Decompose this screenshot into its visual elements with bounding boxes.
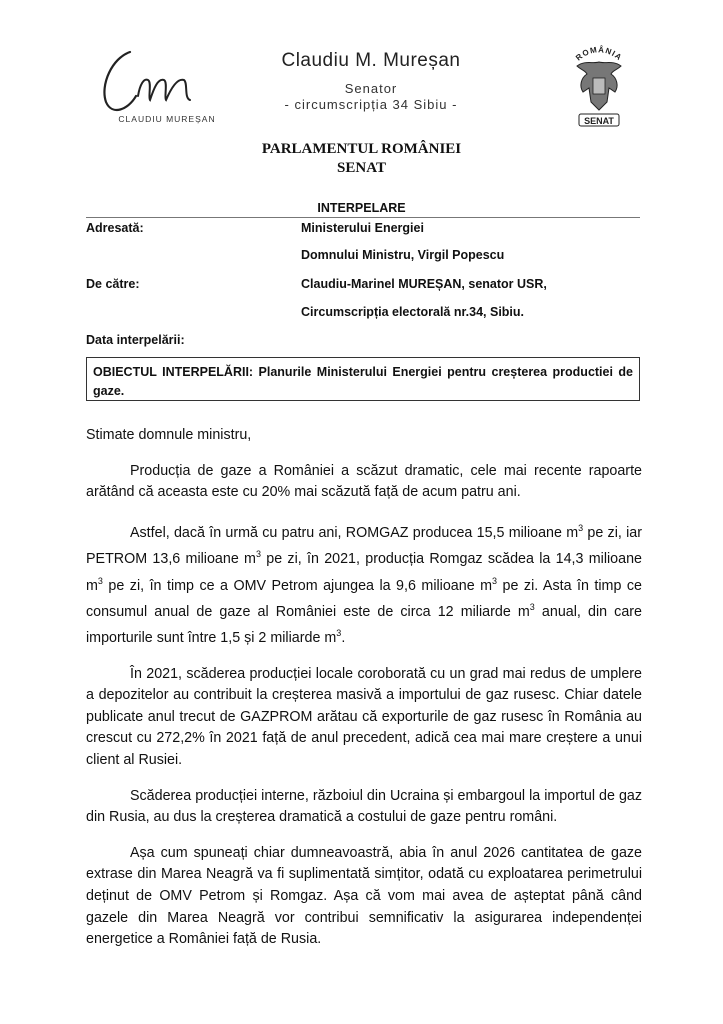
senate-seal-icon <box>563 40 635 132</box>
seal-top-text: ROMÂNIA <box>574 45 624 63</box>
seal-bottom-text: SENAT <box>584 116 614 126</box>
document-title: INTERPELARE <box>317 201 406 215</box>
paragraph-5: Așa cum spuneați chiar dumneavoastră, abia în anul 2026 cantitatea de gaze extrase din Marea Neagră va fi suplimentată simțitor, odată cu exploatarea perimetrului deținut de OMV Petrom și Romgaz. Așa că vom mai avea de așteptat până când gazele din Marea Neagră vor contribui semnificativ la asigurarea independenței energetice a României față de Rusia. <box>86 844 642 948</box>
sender-constituency: - circumscripția 34 Sibiu - <box>284 97 458 112</box>
paragraph-3: În 2021, scăderea producției locale coroborată cu un grad mai redus de umplere a depozitelor au contribuit la creșterea masivă a importului de gaz rusesc. Chiar datele publicate anul trecut de GAZPROM arătau că exporturile de gaz rusesc în România au crescut cu 272,2% în 2021 față de anul precedent, adică cea mai mare creștere a unui client al Rusiei. <box>86 665 642 768</box>
minister-value: Domnului Ministru, Virgil Popescu <box>301 248 505 262</box>
cm-monogram-icon <box>92 40 242 128</box>
senate-seal <box>563 40 635 132</box>
date-label: Data interpelării: <box>86 333 185 347</box>
from-label: De către: <box>86 277 140 291</box>
addressee-label: Adresată: <box>86 221 144 235</box>
paragraph-2: Astfel, dacă în urmă cu patru ani, ROMGAZ producea 15,5 milioane $m^3$ pe zi, iar PETROM 13,6 milioane $m^3$ pe zi, în 2021, producția Romgaz scădea la 14,3 milioane $m^3$ pe zi, în timp ce a OMV Petrom ajungea la 9,6 milioane $m^3$ pe zi. Asta în timp ce consumul anual de gaze al României este de circa 12 miliarde $m^3$ anual, din care importurile sunt între 1,5 și 2 miliarde $m^3$. <box>86 522 642 646</box>
paragraph-4: Scăderea producției interne, războiul din Ucraina și embargoul la importul de gaz din Rusia, au dus la creșterea dramatică a costului de gaze pentru români. <box>86 787 642 826</box>
logo-text: CLAUDIU MUREȘAN <box>118 114 216 124</box>
paragraph-1: Producția de gaze a României a scăzut dramatic, cele mai recente rapoarte arătând că aceasta este cu 20% mai scăzută față de acum patru ani. <box>86 462 642 501</box>
senator-logo <box>92 40 242 128</box>
greeting: Stimate domnule ministru, <box>86 427 252 443</box>
sender-name: Claudiu M. Mureșan <box>281 50 461 71</box>
constituency-value: Circumscripția electorală nr.34, Sibiu. <box>301 305 525 319</box>
institution-line-2: SENAT <box>337 160 386 176</box>
addressee-value: Ministerului Energiei <box>301 221 424 235</box>
sender-role: Senator <box>344 81 398 96</box>
institution-line-1: PARLAMENTUL ROMÂNIEI <box>261 141 462 157</box>
from-value: Claudiu-Marinel MUREȘAN, senator USR, <box>301 277 547 291</box>
svg-text:ROMÂNIA <box>574 45 624 62</box>
objective-box: OBIECTUL INTERPELĂRII: Planurile Ministerului Energiei pentru creșterea productiei de gaze. <box>86 357 640 401</box>
header-divider <box>86 217 640 218</box>
letter-body <box>86 425 642 965</box>
